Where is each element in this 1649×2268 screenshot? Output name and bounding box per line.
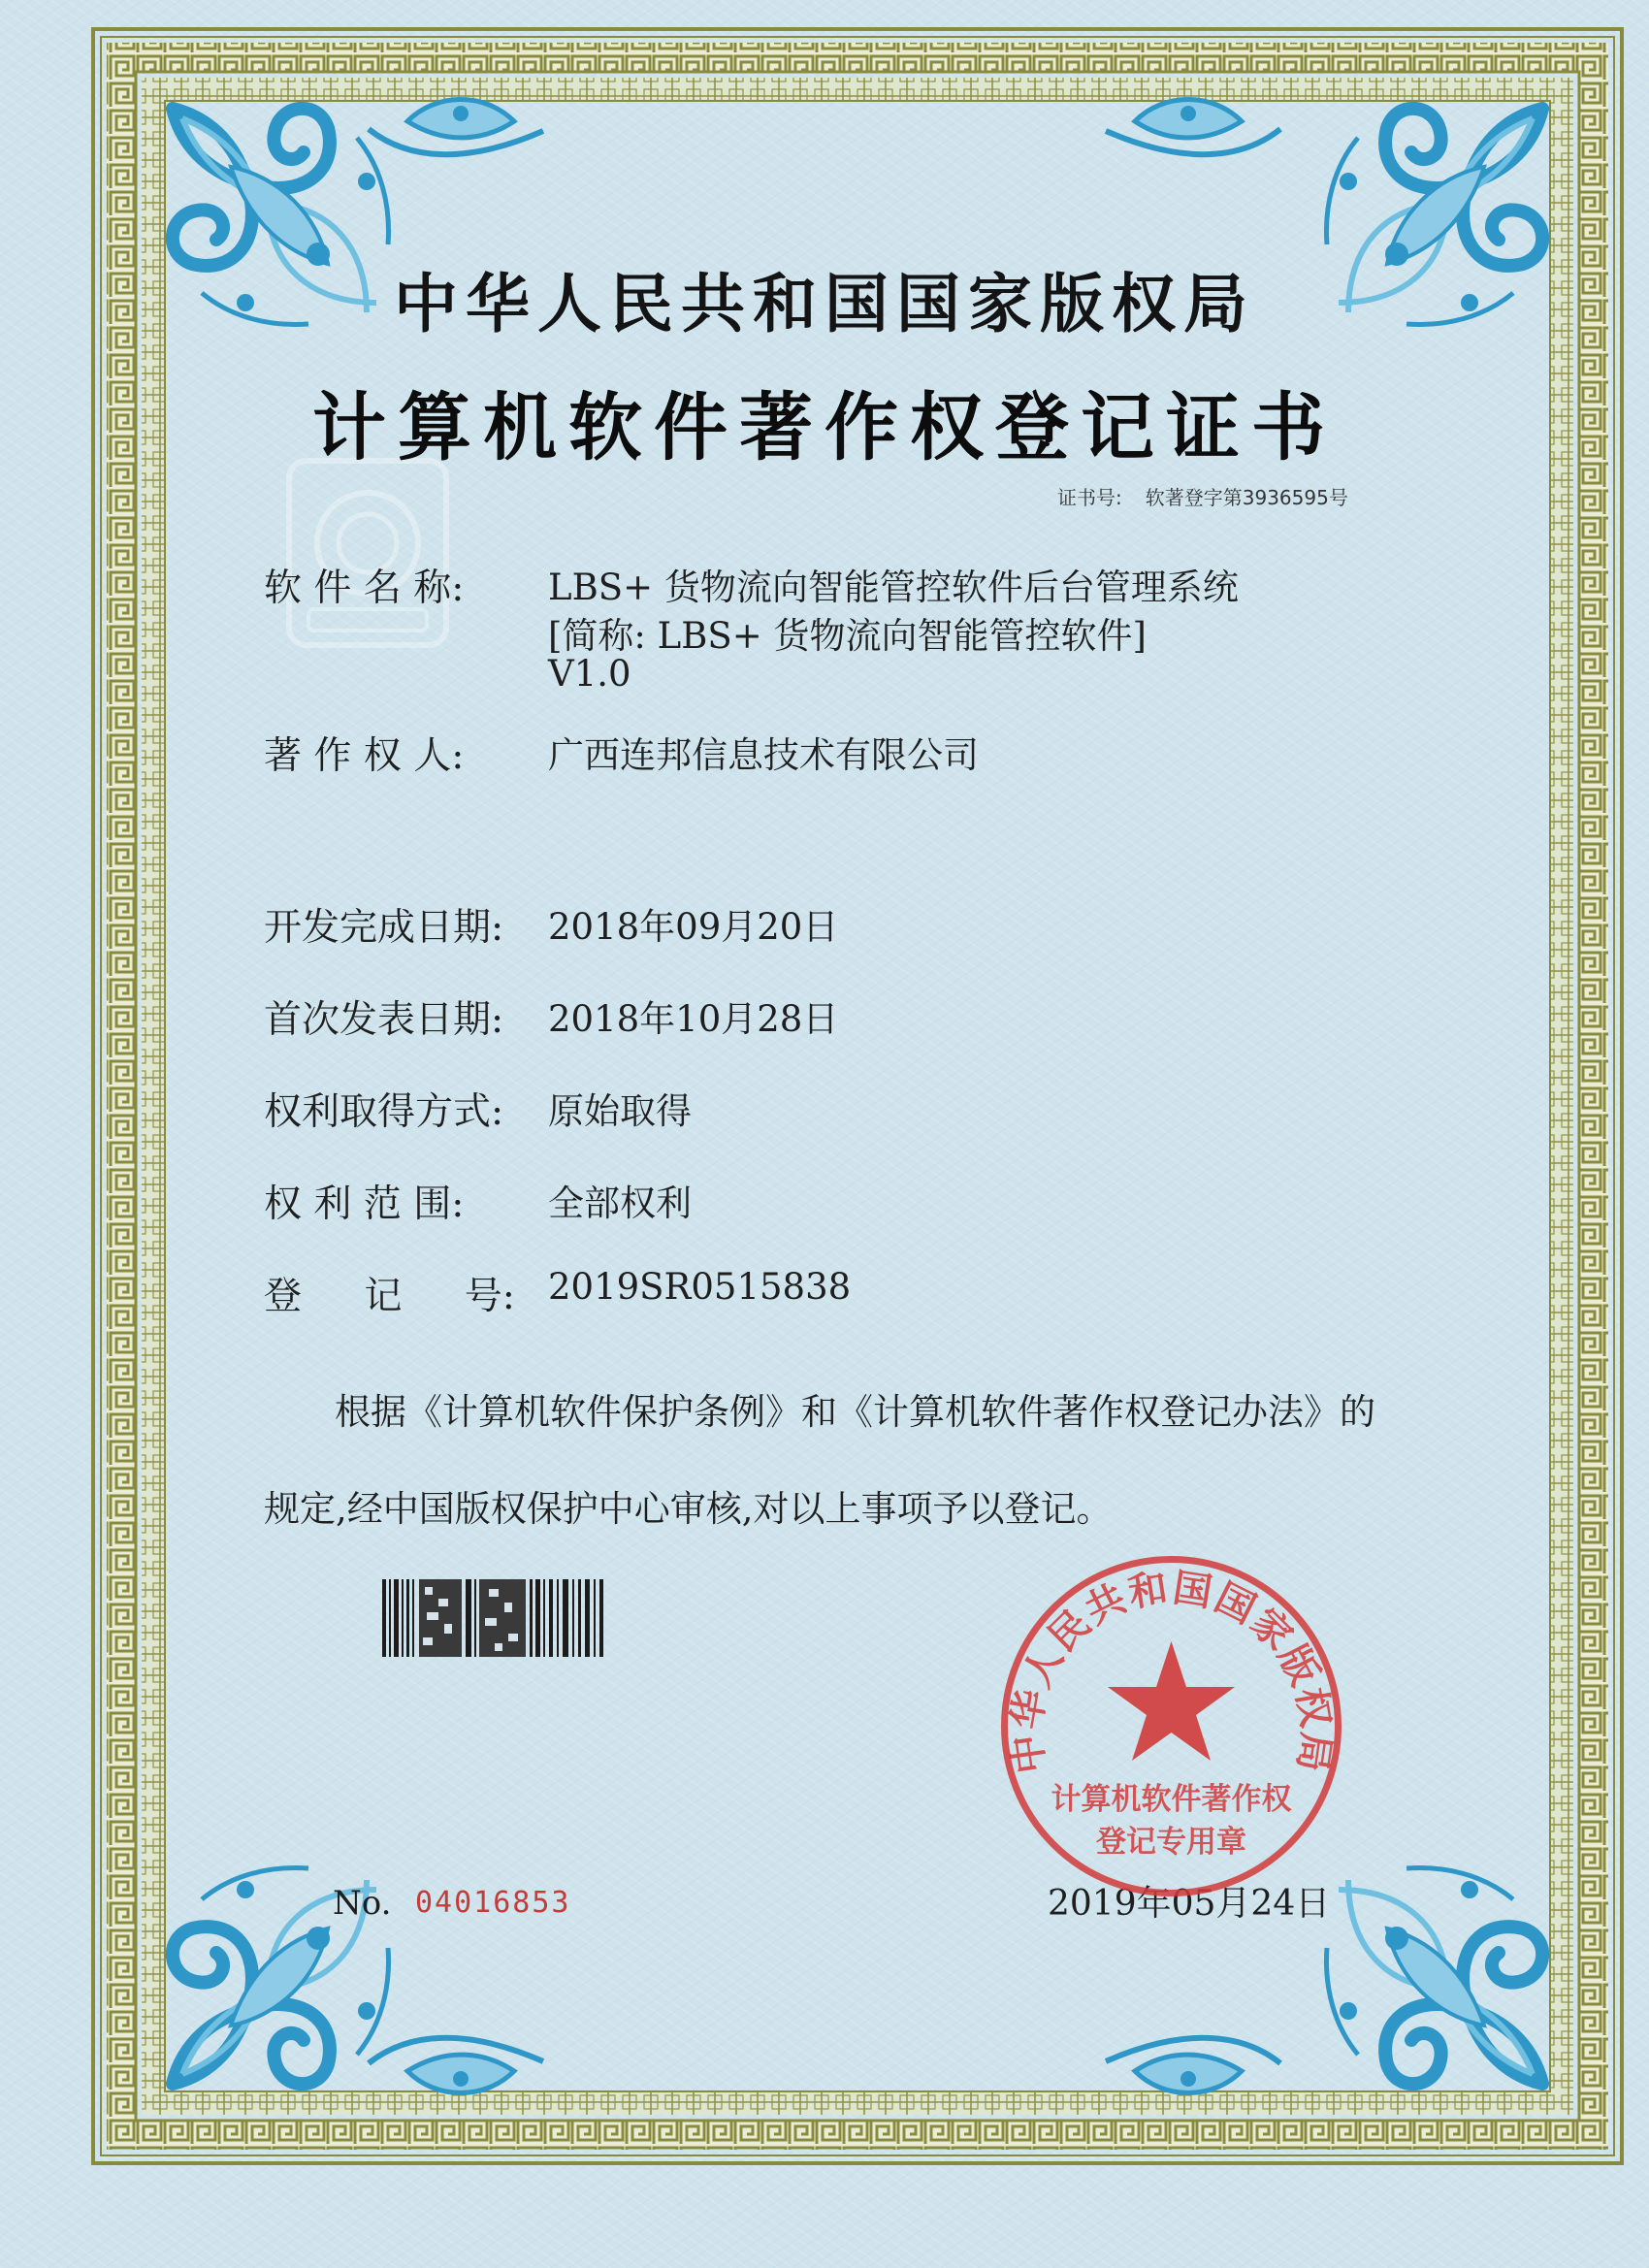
statement-line-1: 根据《计算机软件保护条例》和《计算机软件著作权登记办法》的 bbox=[335, 1391, 1375, 1433]
first-publication-date-label: 首次发表日期: bbox=[264, 998, 504, 1042]
software-name-label: 软 件 名 称: bbox=[264, 567, 465, 610]
issuing-authority: 中华人民共和国国家版权局 bbox=[394, 266, 1255, 341]
software-version: V1.0 bbox=[548, 653, 631, 695]
first-publication-date-value: 2018年10月28日 bbox=[548, 998, 839, 1040]
registration-number-label: 登 记 号: bbox=[264, 1275, 515, 1318]
seal-line-2: 登记专用章 bbox=[1096, 1825, 1246, 1860]
software-short-name: [简称: LBS+ 货物流向智能管控软件] bbox=[548, 615, 1147, 657]
seal-line-1: 计算机软件著作权 bbox=[1051, 1782, 1292, 1817]
copyright-owner-label: 著 作 权 人: bbox=[264, 734, 465, 778]
copyright-owner-value: 广西连邦信息技术有限公司 bbox=[548, 734, 979, 776]
serial-number: 04016853 bbox=[415, 1886, 571, 1920]
certificate-number bbox=[1057, 482, 1348, 510]
certificate-number-value: 软著登字第3936595号 bbox=[1145, 486, 1348, 509]
serial-label: No. bbox=[333, 1884, 392, 1923]
certificate-number-label: 证书号: bbox=[1057, 486, 1122, 509]
certificate-title: 计算机软件著作权登记证书 bbox=[312, 384, 1337, 470]
acquisition-method-value: 原始取得 bbox=[548, 1090, 692, 1132]
issue-date: 2019年05月24日 bbox=[1048, 1884, 1331, 1924]
rights-scope-value: 全部权利 bbox=[548, 1183, 692, 1224]
dev-completion-date-label: 开发完成日期: bbox=[264, 906, 504, 950]
dev-completion-date-value: 2018年09月20日 bbox=[548, 906, 839, 948]
registration-number-value: 2019SR0515838 bbox=[548, 1266, 852, 1308]
barcode bbox=[382, 1579, 607, 1657]
statement-line-2: 规定,经中国版权保护中心审核,对以上事项予以登记。 bbox=[264, 1488, 1113, 1530]
watermark-emblem bbox=[289, 461, 446, 645]
acquisition-method-label: 权利取得方式: bbox=[264, 1090, 504, 1134]
official-seal bbox=[994, 1549, 1348, 1903]
seal-ring-text: 中华人民共和国国家版权局 bbox=[1004, 1565, 1339, 1777]
software-name-value: LBS+ 货物流向智能管控软件后台管理系统 bbox=[548, 567, 1239, 608]
rights-scope-label: 权 利 范 围: bbox=[264, 1183, 465, 1226]
